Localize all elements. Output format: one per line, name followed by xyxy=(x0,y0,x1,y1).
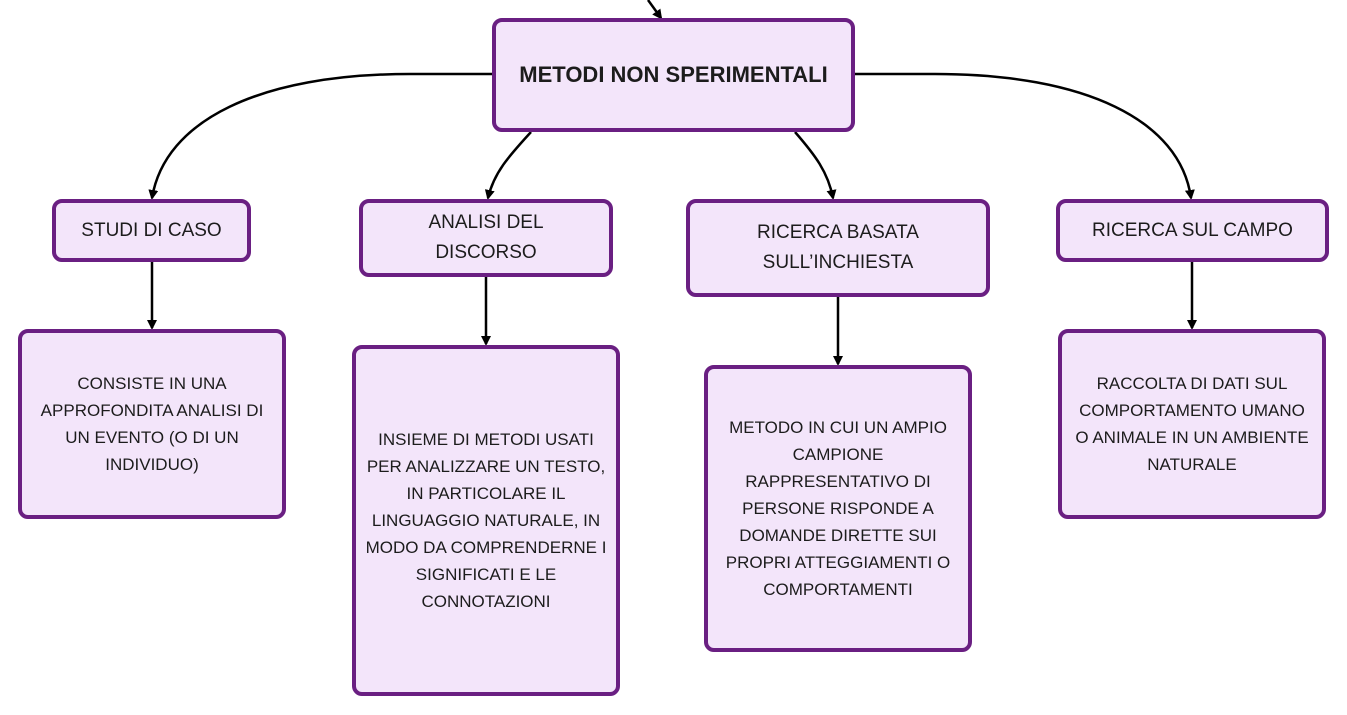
connector-root-ricerca-inchiesta xyxy=(795,132,833,198)
description-text: METODO IN CUI UN AMPIO CAMPIONE RAPPRESENTATIVO DI PERSONE RISPONDE A DOMANDE DIRETTE SUI PROPRI ATTEGGIAMENTI O COMPORTAMENTI xyxy=(725,418,951,599)
category-label: RICERCA SUL CAMPO xyxy=(1092,219,1293,241)
description-analisi-del-discorso[interactable] xyxy=(352,345,620,696)
category-label: ANALISI DEL DISCORSO xyxy=(428,212,544,263)
description-text: CONSISTE IN UNA APPROFONDITA ANALISI DI UN EVENTO (O DI UN INDIVIDUO) xyxy=(40,374,264,474)
description-ricerca-basata-inchiesta[interactable] xyxy=(704,365,972,652)
description-text: RACCOLTA DI DATI SUL COMPORTAMENTO UMANO O ANIMALE IN UN AMBIENTE NATURALE xyxy=(1075,374,1309,474)
connector-root-ricerca-campo xyxy=(855,74,1191,198)
connector-root-studi xyxy=(152,74,494,198)
category-label: STUDI DI CASO xyxy=(81,219,222,241)
root-node[interactable] xyxy=(492,18,855,132)
description-ricerca-sul-campo[interactable] xyxy=(1058,329,1326,519)
incoming-connector xyxy=(648,0,661,18)
description-text: INSIEME DI METODI USATI PER ANALIZZARE UN TESTO, IN PARTICOLARE IL LINGUAGGIO NATURALE, IN MODO DA COMPRENDERNE I SIGNIFICATI E LE CONNOTAZIONI xyxy=(365,430,607,611)
category-analisi-del-discorso[interactable] xyxy=(359,199,613,277)
category-studi-di-caso[interactable] xyxy=(52,199,251,262)
category-ricerca-basata-inchiesta[interactable] xyxy=(686,199,990,297)
description-studi-di-caso[interactable] xyxy=(18,329,286,519)
category-label: RICERCA BASATA SULL’INCHIESTA xyxy=(757,222,919,273)
category-ricerca-sul-campo[interactable] xyxy=(1056,199,1329,262)
connector-root-analisi xyxy=(488,132,531,198)
root-label: METODI NON SPERIMENTALI xyxy=(519,62,828,87)
